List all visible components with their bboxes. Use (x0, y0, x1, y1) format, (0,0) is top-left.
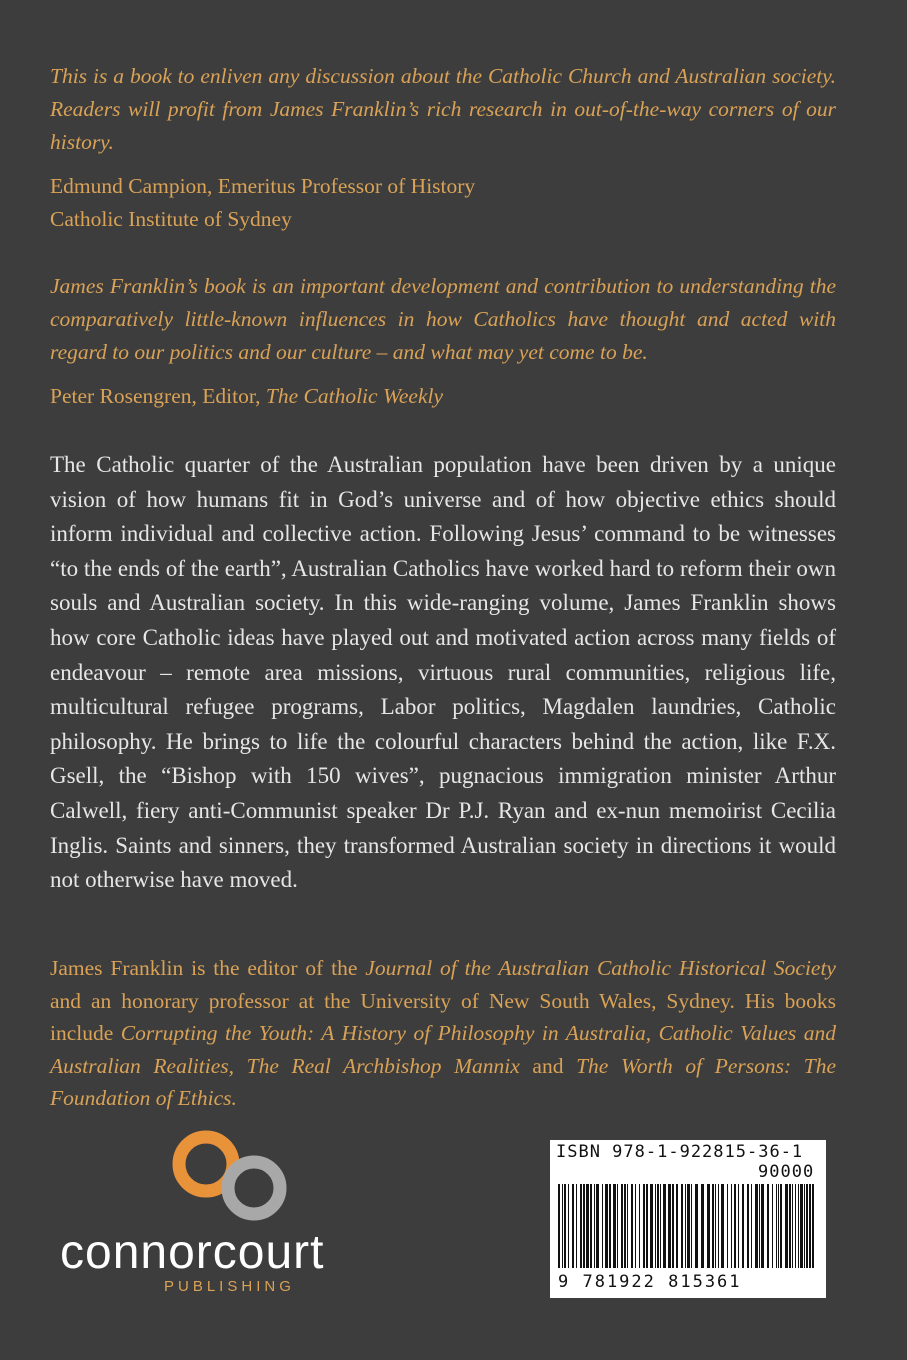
barcode-bar (812, 1184, 814, 1268)
barcode-bar (707, 1184, 710, 1268)
barcode-bar (712, 1184, 714, 1268)
barcode-bar (751, 1184, 752, 1268)
barcode-bar (562, 1184, 563, 1268)
barcode-bar (609, 1184, 611, 1268)
barcode-bar (806, 1184, 808, 1268)
barcode-bar (687, 1184, 690, 1268)
barcode-bar (621, 1184, 623, 1268)
barcode-bar (646, 1184, 648, 1268)
barcode-bar (701, 1184, 704, 1268)
bio-book-titles: Corrupting the Youth: A History of Philosophy in Australia, Catholic Values and Australian Realities, The Real Archbishop Mannix (50, 1021, 836, 1078)
barcode-bar (639, 1184, 640, 1268)
barcode-bar (594, 1184, 595, 1268)
barcode-bar (624, 1184, 626, 1268)
barcode-bar (759, 1184, 760, 1268)
barcode-bar (755, 1184, 758, 1268)
barcode-bar (804, 1184, 805, 1268)
barcode-bar (580, 1184, 582, 1268)
barcode-bar (721, 1184, 724, 1268)
book-description: The Catholic quarter of the Australian population have been driven by a unique vision of how humans fit in God’s universe and of how objective ethics should inform individual and collective action. Following Jesus’ command to be witnesses “to the ends of the earth”, Australian Catholics have worked hard to reform their own souls and Australian society. In this wide-ranging volume, James Franklin shows how core Catholic ideas have played out and motivated action across many fields of endeavour – remote area missions, virtuous rural communities, religious life, multicultural refugee programs, Labor politics, Magdalen laundries, Catholic philosophy. He brings to life the colourful characters behind the action, like F.X. Gsell, the “Bishop with 150 wives”, pugnacious immigration minister Arthur Calwell, fiery anti-Communist speaker Dr P.J. Ryan and ex-nun memoirist Cecilia Inglis. Saints and sinners, they transformed Australian society in directions it would not otherwise have moved. (50, 452, 836, 893)
barcode-bar (795, 1184, 796, 1268)
barcode-bar (568, 1184, 569, 1268)
isbn-label: ISBN 978-1-922815-36-1 (556, 1142, 804, 1162)
barcode-bar (691, 1184, 692, 1268)
barcode-bar (695, 1184, 698, 1268)
bio-book-title-last: The Worth of Persons: The Foundation of Ethics. (50, 1053, 837, 1110)
price-code: 90000 (758, 1162, 815, 1182)
author-bio (50, 952, 836, 1115)
publisher-name-part2: court (212, 1226, 325, 1279)
barcode-bar (734, 1184, 736, 1268)
barcode-bar (742, 1184, 744, 1268)
barcode-bar (627, 1184, 628, 1268)
barcode-bar (586, 1184, 589, 1268)
barcode-bar (761, 1184, 764, 1268)
barcode-bar (605, 1184, 608, 1268)
barcode-bar (809, 1184, 811, 1268)
bio-part3: and (519, 1053, 577, 1078)
barcode-bar (631, 1184, 633, 1268)
publisher-logo (60, 1128, 420, 1308)
barcode-bar (681, 1184, 683, 1268)
barcode-bar (617, 1184, 618, 1268)
barcode-bars (558, 1184, 820, 1272)
barcode-bar (747, 1184, 749, 1268)
bio-part1: James Franklin is the editor of the (50, 956, 366, 980)
attribution-rosengren-name: Peter Rosengren, Editor, (50, 384, 266, 408)
quote-campion: This is a book to enliven any discussion about the Catholic Church and Australian society. Readers will profit from James Franklin’s rich research in out-of-the-way corners of our history. (50, 64, 836, 154)
barcode-bar (583, 1184, 585, 1268)
barcode-bar (657, 1184, 659, 1268)
barcode-bar (731, 1184, 732, 1268)
barcode-digits: 9 781922 815361 (558, 1272, 742, 1292)
quote-rosengren: James Franklin’s book is an important development and contribution to understanding the comparatively little-known influences in how Catholics have thought and acted with regard to our politics and our culture – and what may yet come to be. (50, 274, 836, 364)
publisher-subtitle: PUBLISHING (164, 1278, 295, 1295)
barcode-bar (738, 1184, 739, 1268)
barcode-bar (660, 1184, 661, 1268)
barcode-bar (718, 1184, 719, 1268)
barcode-bar (558, 1184, 560, 1268)
barcode-bar (676, 1184, 678, 1268)
publisher-name-part1: connor (60, 1226, 213, 1279)
bio-part2: and an honorary professor at the University of New South Wales, Sydney. His books include (50, 988, 836, 1045)
barcode-bar (780, 1184, 782, 1268)
barcode-bar (655, 1184, 656, 1268)
barcode-bar (672, 1184, 674, 1268)
interlocking-rings-icon (170, 1128, 300, 1228)
barcode-bar (792, 1184, 793, 1268)
barcode-bar (727, 1184, 728, 1268)
publisher-name (60, 1226, 420, 1280)
barcode-bar (715, 1184, 716, 1268)
barcode-bar (576, 1184, 577, 1268)
barcode-bar (613, 1184, 616, 1268)
attribution-rosengren (50, 380, 836, 412)
publication-title: The Catholic Weekly (265, 384, 444, 408)
barcode-bar (668, 1184, 671, 1268)
barcode-bar (798, 1184, 799, 1268)
attribution-campion-line2: Catholic Institute of Sydney (50, 207, 292, 231)
isbn-barcode (550, 1140, 826, 1298)
barcode-bar (776, 1184, 777, 1268)
bio-journal-title: Journal of the Australian Catholic Historical Society (365, 956, 836, 980)
barcode-bar (602, 1184, 603, 1268)
barcode-bar (778, 1184, 779, 1268)
barcode-bar (685, 1184, 686, 1268)
barcode-bar (789, 1184, 791, 1268)
barcode-bar (663, 1184, 666, 1268)
barcode-bar (590, 1184, 592, 1268)
barcode-bar (767, 1184, 769, 1268)
barcode-bar (572, 1184, 574, 1268)
barcode-bar (596, 1184, 599, 1268)
barcode-bar (772, 1184, 773, 1268)
barcode-bar (650, 1184, 653, 1268)
barcode-bar (785, 1184, 788, 1268)
barcode-bar (643, 1184, 645, 1268)
barcode-bar (635, 1184, 636, 1268)
attribution-campion-line1: Edmund Campion, Emeritus Professor of History (50, 174, 476, 198)
barcode-bar (800, 1184, 803, 1268)
barcode-bar (564, 1184, 566, 1268)
